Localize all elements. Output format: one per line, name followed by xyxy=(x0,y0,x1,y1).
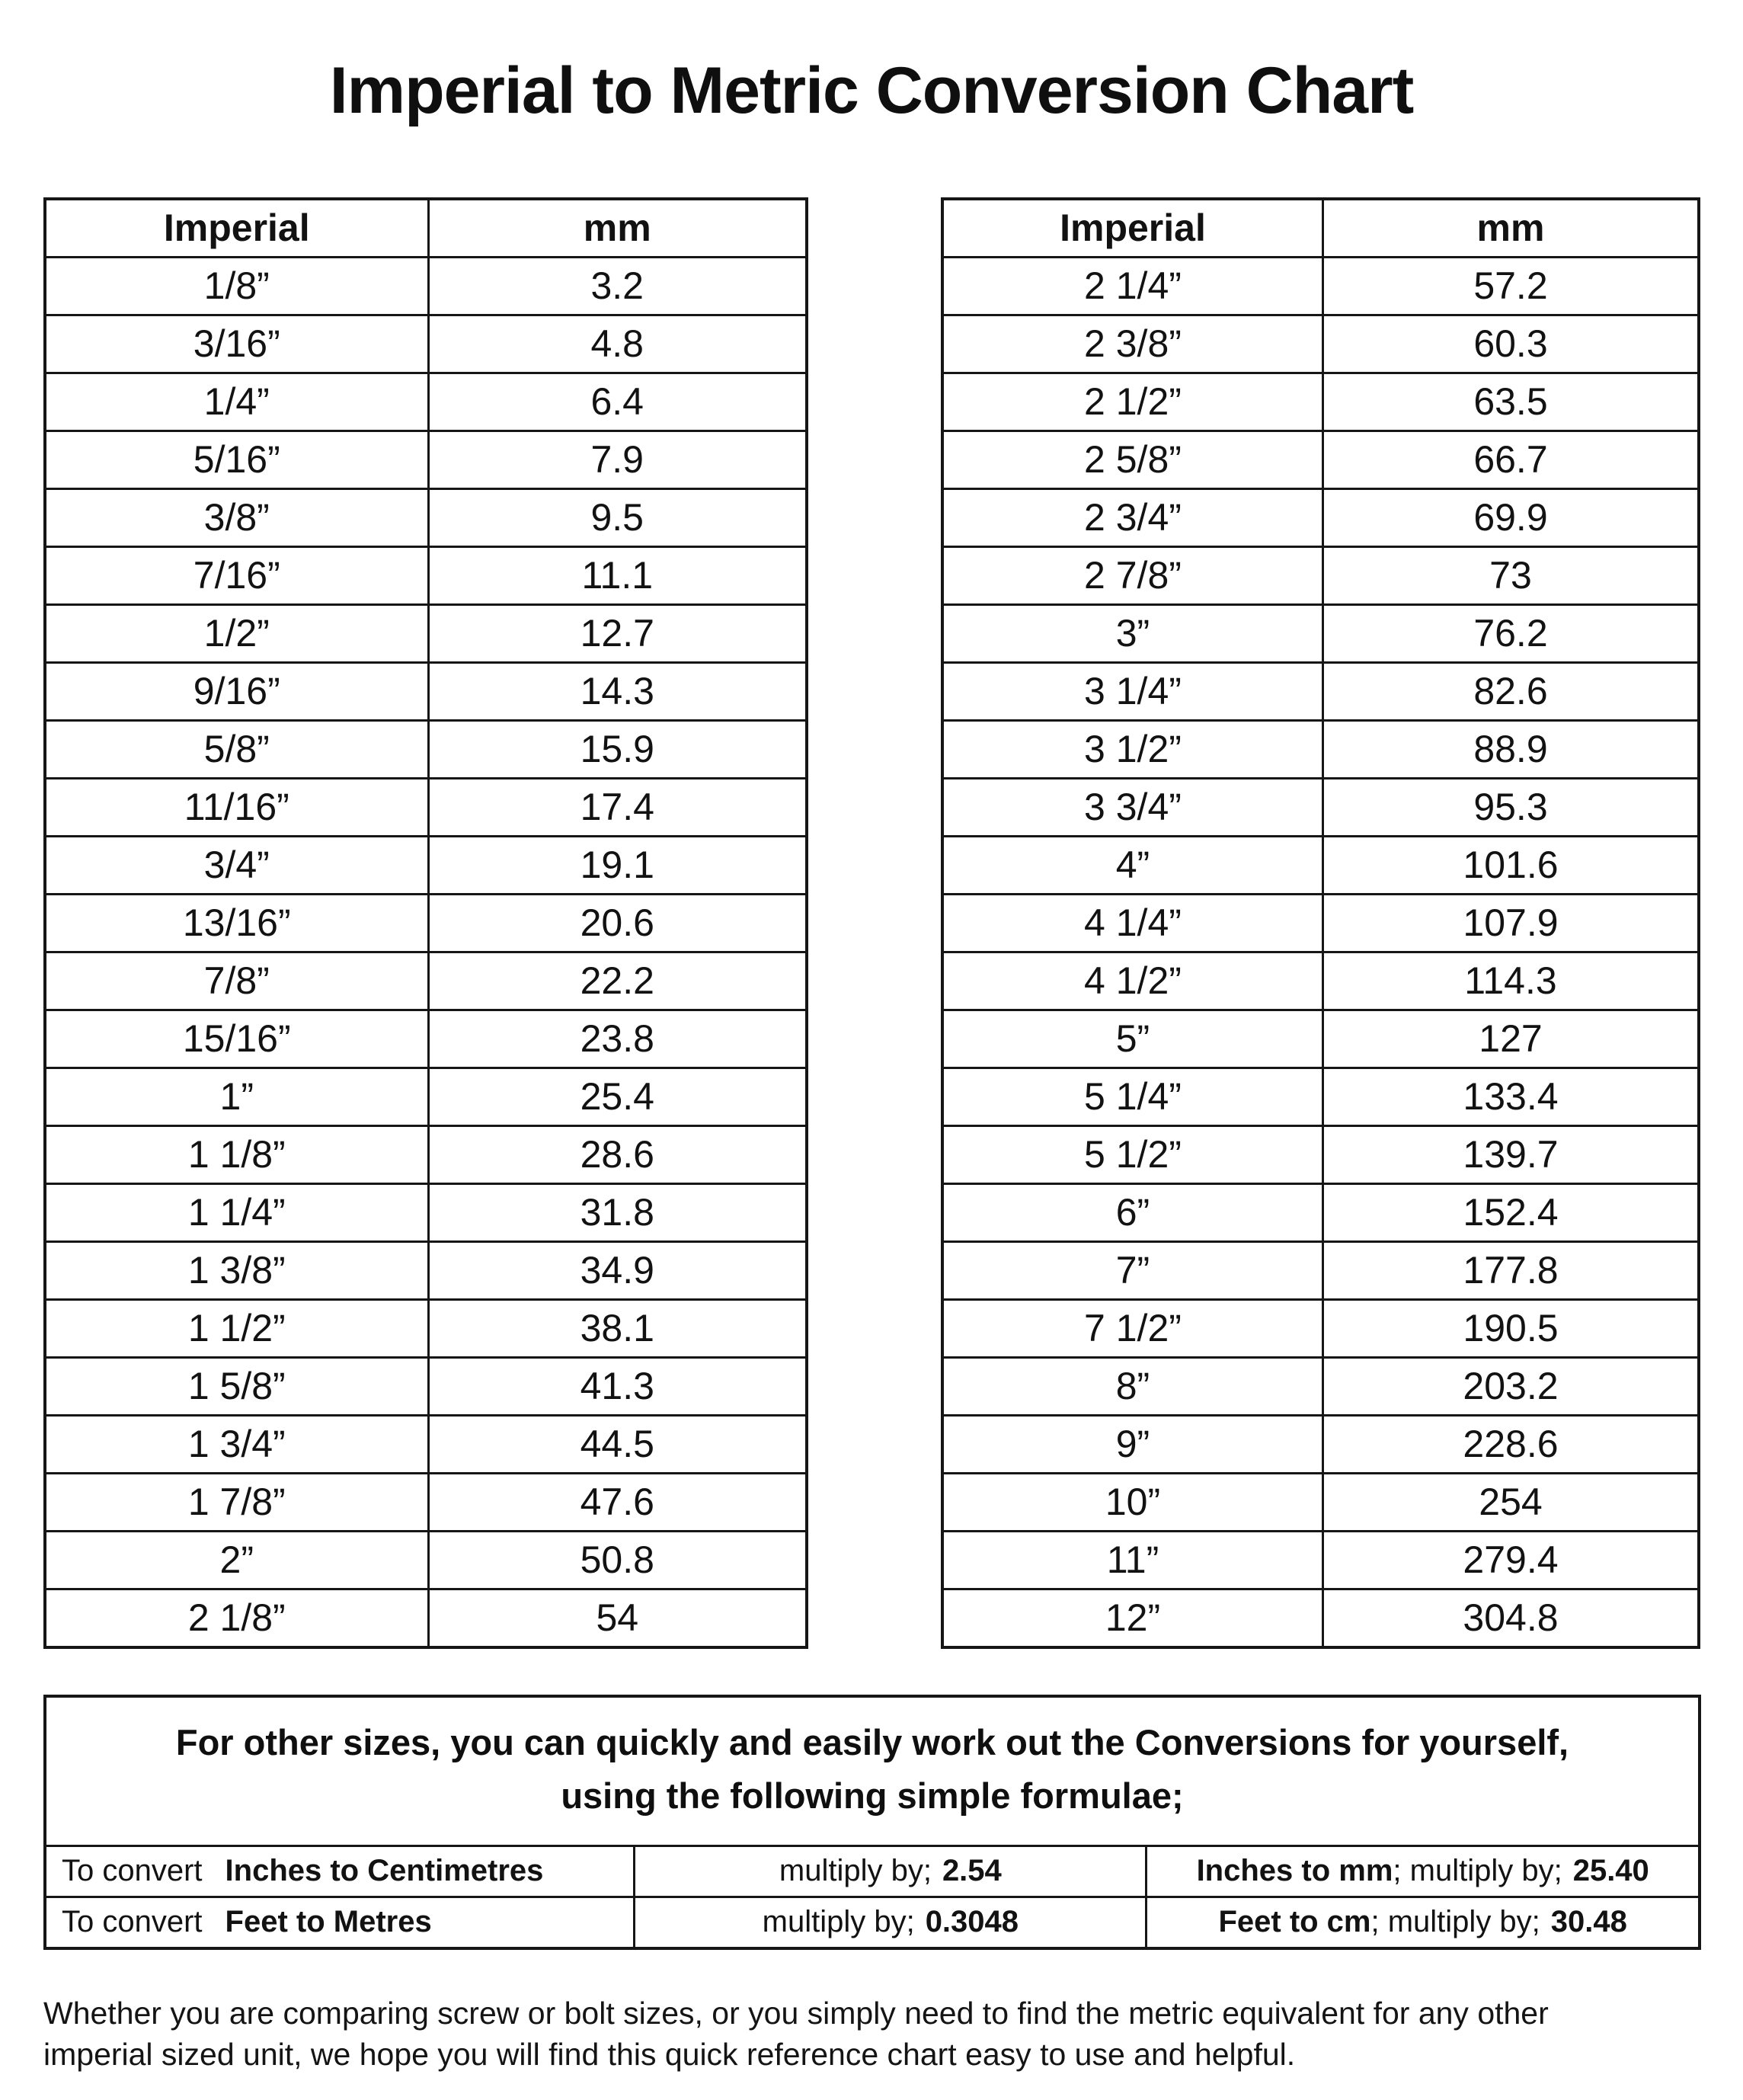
imperial-value: 3/8” xyxy=(45,488,428,546)
mm-value: 22.2 xyxy=(428,952,807,1010)
mm-value: 28.6 xyxy=(428,1125,807,1183)
imperial-value: 13/16” xyxy=(45,894,428,952)
imperial-value: 1/8” xyxy=(45,257,428,315)
column-header-imperial: Imperial xyxy=(45,199,428,258)
imperial-value: 1/2” xyxy=(45,604,428,662)
mm-value: 190.5 xyxy=(1322,1299,1699,1357)
imperial-value: 7/8” xyxy=(45,952,428,1010)
imperial-value: 9” xyxy=(942,1415,1322,1473)
table-row xyxy=(942,488,1699,546)
mm-value: 44.5 xyxy=(428,1415,807,1473)
table-row xyxy=(942,1299,1699,1357)
table-row xyxy=(942,373,1699,431)
imperial-value: 11” xyxy=(942,1531,1322,1589)
imperial-value: 1 1/2” xyxy=(45,1299,428,1357)
table-row xyxy=(942,1125,1699,1183)
mm-value: 82.6 xyxy=(1322,662,1699,720)
column-header-mm: mm xyxy=(1322,199,1699,258)
table-row xyxy=(942,431,1699,488)
mm-value: 88.9 xyxy=(1322,720,1699,778)
formula-alt-label: ; multiply by; xyxy=(1393,1854,1562,1888)
mm-value: 20.6 xyxy=(428,894,807,952)
footer-line1: Whether you are comparing screw or bolt sizes, or you simply need to find the metric equivalent for any other xyxy=(43,1995,1549,2031)
formula-row-feet xyxy=(46,1897,1698,1947)
mm-value: 6.4 xyxy=(428,373,807,431)
table-row xyxy=(45,1589,807,1647)
table-row xyxy=(45,604,807,662)
imperial-value: 1/4” xyxy=(45,373,428,431)
formula-alt-label: ; multiply by; xyxy=(1370,1905,1540,1939)
formula-prefix: To convert xyxy=(62,1854,203,1888)
formula-convert-cell xyxy=(46,1846,635,1897)
imperial-value: 7 1/2” xyxy=(942,1299,1322,1357)
table-row xyxy=(942,1531,1699,1589)
page-title: Imperial to Metric Conversion Chart xyxy=(329,54,1414,127)
mm-value: 15.9 xyxy=(428,720,807,778)
mm-value: 7.9 xyxy=(428,431,807,488)
formula-multiplier-cell xyxy=(635,1897,1147,1947)
table-row xyxy=(45,257,807,315)
formula-multiplier-value: 0.3048 xyxy=(925,1905,1019,1939)
imperial-value: 2 7/8” xyxy=(942,546,1322,604)
imperial-value: 15/16” xyxy=(45,1010,428,1068)
imperial-value: 2” xyxy=(45,1531,428,1589)
table-row xyxy=(942,1415,1699,1473)
mm-value: 73 xyxy=(1322,546,1699,604)
formula-title-line2: using the following simple formulae; xyxy=(561,1775,1184,1817)
table-row xyxy=(45,1299,807,1357)
table-row xyxy=(45,836,807,894)
conversion-chart-page xyxy=(0,53,1743,2100)
table-row xyxy=(942,952,1699,1010)
mm-value: 54 xyxy=(428,1589,807,1647)
formula-unit: Inches to Centimetres xyxy=(225,1854,544,1888)
imperial-value: 3/4” xyxy=(45,836,428,894)
formula-table xyxy=(46,1845,1698,1947)
imperial-value: 1 7/8” xyxy=(45,1473,428,1531)
mm-value: 17.4 xyxy=(428,778,807,836)
imperial-value: 10” xyxy=(942,1473,1322,1531)
imperial-value: 1 3/8” xyxy=(45,1241,428,1299)
table-row xyxy=(45,488,807,546)
mm-value: 114.3 xyxy=(1322,952,1699,1010)
conversion-tables-row xyxy=(0,197,1743,1649)
imperial-value: 5” xyxy=(942,1010,1322,1068)
header-row xyxy=(45,199,807,258)
table-row xyxy=(942,1010,1699,1068)
imperial-value: 7/16” xyxy=(45,546,428,604)
mm-value: 254 xyxy=(1322,1473,1699,1531)
imperial-value: 6” xyxy=(942,1183,1322,1241)
formula-prefix: To convert xyxy=(62,1905,203,1939)
table-row xyxy=(942,1183,1699,1241)
formula-multiplier-cell xyxy=(635,1846,1147,1897)
table-row xyxy=(45,1183,807,1241)
formula-box xyxy=(43,1695,1701,1950)
mm-value: 34.9 xyxy=(428,1241,807,1299)
mm-value: 139.7 xyxy=(1322,1125,1699,1183)
mm-value: 69.9 xyxy=(1322,488,1699,546)
mm-value: 41.3 xyxy=(428,1357,807,1415)
mm-value: 101.6 xyxy=(1322,836,1699,894)
table-row xyxy=(45,1531,807,1589)
column-header-imperial: Imperial xyxy=(942,199,1322,258)
table-row xyxy=(45,373,807,431)
mm-value: 60.3 xyxy=(1322,315,1699,373)
conversion-table-right xyxy=(941,197,1700,1649)
conversion-table-left xyxy=(43,197,808,1649)
imperial-value: 4 1/2” xyxy=(942,952,1322,1010)
formula-row-inches xyxy=(46,1846,1698,1897)
imperial-value: 5 1/4” xyxy=(942,1068,1322,1125)
imperial-value: 7” xyxy=(942,1241,1322,1299)
mm-value: 38.1 xyxy=(428,1299,807,1357)
imperial-value: 12” xyxy=(942,1589,1322,1647)
mm-value: 127 xyxy=(1322,1010,1699,1068)
table-row xyxy=(45,662,807,720)
imperial-value: 3 1/2” xyxy=(942,720,1322,778)
imperial-value: 11/16” xyxy=(45,778,428,836)
mm-value: 50.8 xyxy=(428,1531,807,1589)
mm-value: 152.4 xyxy=(1322,1183,1699,1241)
table-row xyxy=(942,1473,1699,1531)
table-row xyxy=(45,1125,807,1183)
imperial-value: 5/8” xyxy=(45,720,428,778)
table-row xyxy=(942,315,1699,373)
imperial-value: 2 1/8” xyxy=(45,1589,428,1647)
imperial-value: 3 1/4” xyxy=(942,662,1322,720)
mm-value: 14.3 xyxy=(428,662,807,720)
imperial-value: 4” xyxy=(942,836,1322,894)
footer-note xyxy=(43,1993,1700,2075)
table-row xyxy=(45,1473,807,1531)
table-row xyxy=(942,1357,1699,1415)
mm-value: 23.8 xyxy=(428,1010,807,1068)
formula-alt-value: 30.48 xyxy=(1550,1905,1627,1939)
formula-alt-cell xyxy=(1147,1846,1698,1897)
table-row xyxy=(942,720,1699,778)
mm-value: 107.9 xyxy=(1322,894,1699,952)
table-row xyxy=(45,1010,807,1068)
imperial-value: 1 1/4” xyxy=(45,1183,428,1241)
mm-value: 228.6 xyxy=(1322,1415,1699,1473)
imperial-value: 8” xyxy=(942,1357,1322,1415)
table-row xyxy=(45,1415,807,1473)
mm-value: 177.8 xyxy=(1322,1241,1699,1299)
imperial-value: 5 1/2” xyxy=(942,1125,1322,1183)
mm-value: 66.7 xyxy=(1322,431,1699,488)
imperial-value: 4 1/4” xyxy=(942,894,1322,952)
mm-value: 95.3 xyxy=(1322,778,1699,836)
imperial-value: 1 5/8” xyxy=(45,1357,428,1415)
mm-value: 9.5 xyxy=(428,488,807,546)
table-row xyxy=(942,546,1699,604)
formula-unit: Feet to Metres xyxy=(225,1905,432,1939)
formula-convert-cell xyxy=(46,1897,635,1947)
table-row xyxy=(45,778,807,836)
formula-alt-unit: Inches to mm xyxy=(1196,1854,1393,1888)
mm-value: 57.2 xyxy=(1322,257,1699,315)
imperial-value: 2 3/4” xyxy=(942,488,1322,546)
table-row xyxy=(942,894,1699,952)
table-row xyxy=(942,604,1699,662)
mm-value: 25.4 xyxy=(428,1068,807,1125)
table-row xyxy=(45,720,807,778)
mm-value: 133.4 xyxy=(1322,1068,1699,1125)
mm-value: 4.8 xyxy=(428,315,807,373)
header-row xyxy=(942,199,1699,258)
table-row xyxy=(45,315,807,373)
imperial-value: 3” xyxy=(942,604,1322,662)
mm-value: 203.2 xyxy=(1322,1357,1699,1415)
mm-value: 3.2 xyxy=(428,257,807,315)
table-row xyxy=(45,546,807,604)
mm-value: 47.6 xyxy=(428,1473,807,1531)
formula-multiplier-value: 2.54 xyxy=(942,1854,1002,1888)
formula-title-line1: For other sizes, you can quickly and easily work out the Conversions for yourself, xyxy=(175,1721,1569,1762)
imperial-value: 9/16” xyxy=(45,662,428,720)
imperial-value: 1 3/4” xyxy=(45,1415,428,1473)
mm-value: 12.7 xyxy=(428,604,807,662)
table-row xyxy=(942,1241,1699,1299)
mm-value: 76.2 xyxy=(1322,604,1699,662)
mm-value: 19.1 xyxy=(428,836,807,894)
imperial-value: 1” xyxy=(45,1068,428,1125)
table-row xyxy=(45,1241,807,1299)
imperial-value: 2 1/2” xyxy=(942,373,1322,431)
formula-multiplier-label: multiply by; xyxy=(779,1854,932,1888)
table-row xyxy=(942,1068,1699,1125)
table-row xyxy=(942,1589,1699,1647)
footer-line2: imperial sized unit, we hope you will find this quick reference chart easy to use and helpful. xyxy=(43,2037,1296,2072)
mm-value: 31.8 xyxy=(428,1183,807,1241)
imperial-value: 2 5/8” xyxy=(942,431,1322,488)
formula-alt-value: 25.40 xyxy=(1572,1854,1649,1888)
imperial-value: 1 1/8” xyxy=(45,1125,428,1183)
formula-alt-unit: Feet to cm xyxy=(1218,1905,1371,1939)
table-row xyxy=(942,662,1699,720)
table-row xyxy=(942,778,1699,836)
table-row xyxy=(45,894,807,952)
column-header-mm: mm xyxy=(428,199,807,258)
formula-multiplier-label: multiply by; xyxy=(762,1905,915,1939)
mm-value: 304.8 xyxy=(1322,1589,1699,1647)
table-row xyxy=(45,952,807,1010)
table-row xyxy=(45,1357,807,1415)
formula-box-title xyxy=(46,1698,1698,1845)
mm-value: 279.4 xyxy=(1322,1531,1699,1589)
imperial-value: 3 3/4” xyxy=(942,778,1322,836)
imperial-value: 3/16” xyxy=(45,315,428,373)
table-row xyxy=(45,431,807,488)
imperial-value: 2 3/8” xyxy=(942,315,1322,373)
formula-alt-cell xyxy=(1147,1897,1698,1947)
table-row xyxy=(942,257,1699,315)
mm-value: 11.1 xyxy=(428,546,807,604)
imperial-value: 2 1/4” xyxy=(942,257,1322,315)
imperial-value: 5/16” xyxy=(45,431,428,488)
table-row xyxy=(45,1068,807,1125)
mm-value: 63.5 xyxy=(1322,373,1699,431)
table-row xyxy=(942,836,1699,894)
